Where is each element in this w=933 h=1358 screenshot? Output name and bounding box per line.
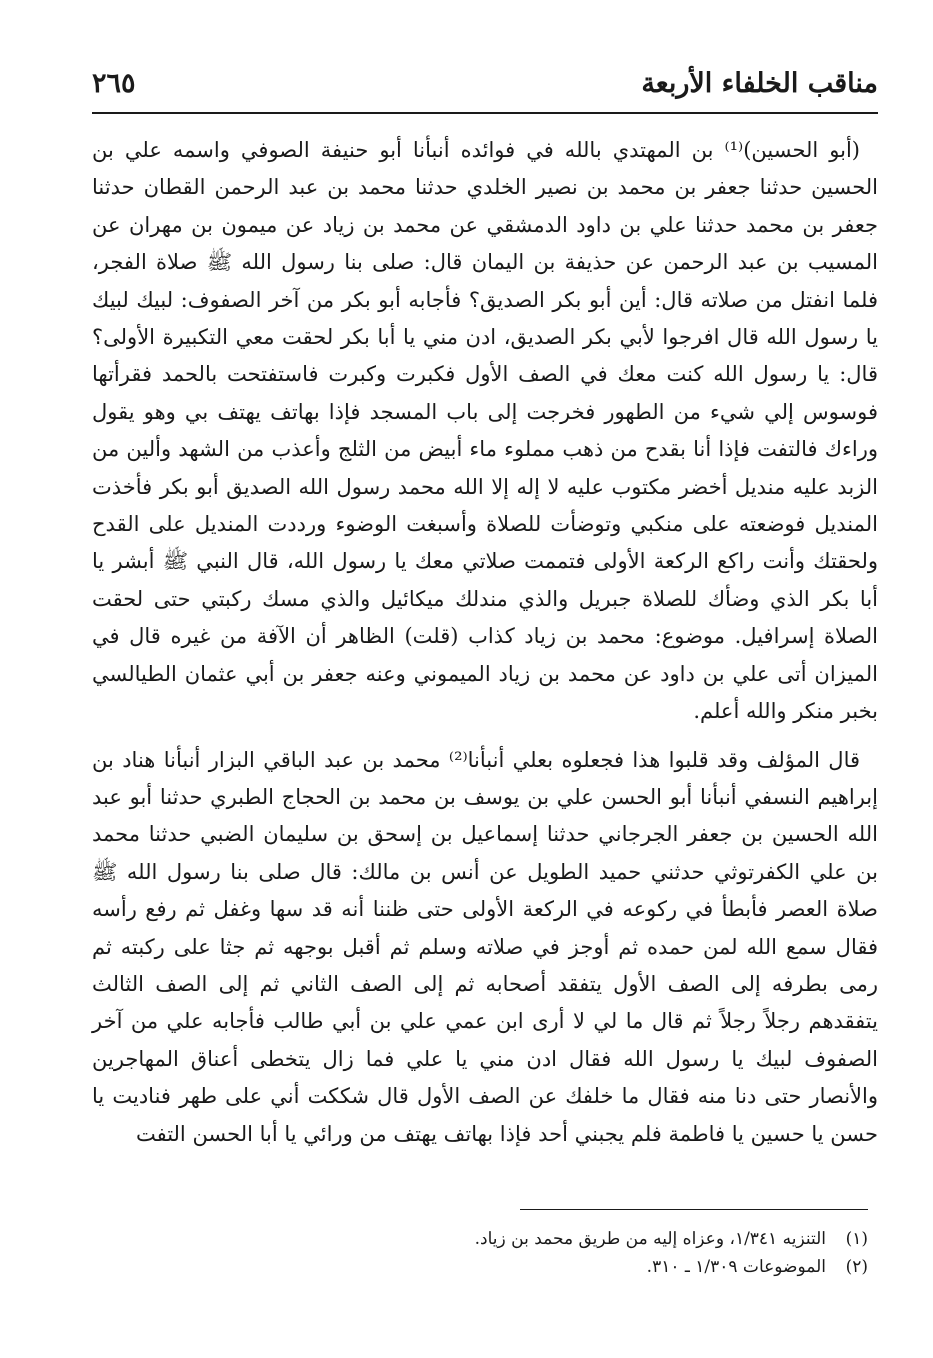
footnotes <box>92 1225 868 1281</box>
footnote-text: التنزيه ١/٣٤١، وعزاه إليه من طريق محمد بن زياد. <box>474 1229 826 1249</box>
paragraph-1: (أبو الحسين)⁽¹⁾ بن المهتدي بالله في فوائده أنبأنا أبو حنيفة الصوفي واسمه علي بن الحسين حدثنا جعفر بن محمد بن نصير الخلدي حدثنا محمد بن عبد الرحمن القطان حدثنا جعفر بن محمد حدثنا علي بن داود الدمشقي عن محمد بن زياد عن ميمون بن مهران عن المسيب بن عبد الرحمن عن حذيفة بن اليمان قال: صلى بنا رسول الله ﷺ صلاة الفجر، فلما انفتل من صلاته قال: أين أبو بكر الصديق؟ فأجابه أبو بكر من آخر الصفوف: لبيك لبيك يا رسول الله قال افرجوا لأبي بكر الصديق، ادن مني يا أبا بكر لحقت معي التكبيرة الأولى؟ قال: يا رسول الله كنت معك في الصف الأول فكبرت وكبرت فاستفتحت بالحمد فقرأتها فوسوس إلي شيء من الطهور فخرجت إلى باب المسجد فإذا بهاتف يهتف بي وهو يقول وراءك فالتفت فإذا أنا بقدح من ذهب مملوء ماء أبيض من الثلج وأعذب من الشهد وألين من الزبد عليه منديل أخضر مكتوب عليه لا إله إلا الله محمد رسول الله الصديق أبو بكر فأخذت المنديل فوضعته على منكبي وتوضأت للصلاة وأسبغت الوضوء ورددت المنديل على القدح ولحقتك وأنت راكع الركعة الأولى فتممت صلاتي معك يا رسول الله، قال النبي ﷺ أبشر يا أبا بكر الذي وضأك للصلاة جبريل والذي مندلك ميكائيل والذي مسك ركبتي حتى لحقت الصلاة إسرافيل. موضوع: محمد بن زياد كذاب (قلت) الظاهر أن الآفة من غيره قال في الميزان أتى علي بن داود عن محمد بن زياد الميموني وعنه جعفر بن أبي عثمان الطيالسي بخبر منكر والله أعلم. <box>92 138 878 724</box>
page-number: ٢٦٥ <box>92 68 136 99</box>
main-text <box>92 132 878 1153</box>
footnote-number: (٢) <box>845 1257 868 1277</box>
footnote-2 <box>92 1253 868 1281</box>
footnote-text: الموضوعات ١/٣٠٩ ـ ٣١٠. <box>646 1257 826 1277</box>
header-rule <box>92 112 878 114</box>
footnote-rule <box>520 1209 868 1210</box>
running-title: مناقب الخلفاء الأربعة <box>641 68 878 99</box>
page-header <box>92 62 878 112</box>
paragraph-2: قال المؤلف وقد قلبوا هذا فجعلوه بعلي أنبأنا⁽²⁾ محمد بن عبد الباقي البزار أنبأنا هناد بن إبراهيم النسفي أنبأنا أبو الحسن علي بن يوسف بن محمد بن الحجاج الطبري حدثنا أبو عبد الله الحسين بن جعفر الجرجاني حدثنا إسماعيل بن إسحق بن سليمان الضبي حدثنا محمد بن علي الكفرتوثي حدثني حميد الطويل عن أنس بن مالك: قال صلى بنا رسول الله ﷺ صلاة العصر فأبطأ في ركوعه في الركعة الأولى حتى ظننا أنه قد سها وغفل ثم رفع رأسه فقال سمع الله لمن حمده ثم أوجز في صلاته وسلم ثم أقبل بوجهه ثم جثا على ركبته ثم رمى بطرفه إلى الصف الأول يتفقد أصحابه ثم إلى الصف الثاني ثم إلى الصف الثالث يتفقدهم رجلاً رجلاً ثم قال ما لي لا أرى ابن عمي علي بن أبي طالب فأجابه علي من آخر الصفوف لبيك يا رسول الله فقال ادن مني يا علي فما زال يتخطى أعناق المهاجرين والأنصار حتى دنا منه فقال ما خلفك عن الصف الأول قال شككت أني على طهر فناديت يا حسن يا حسين يا فاطمة فلم يجبني أحد فإذا بهاتف يهتف من ورائي يا أبا الحسن التفت <box>92 747 878 1146</box>
footnote-1 <box>92 1225 868 1253</box>
footnote-number: (١) <box>845 1229 868 1249</box>
